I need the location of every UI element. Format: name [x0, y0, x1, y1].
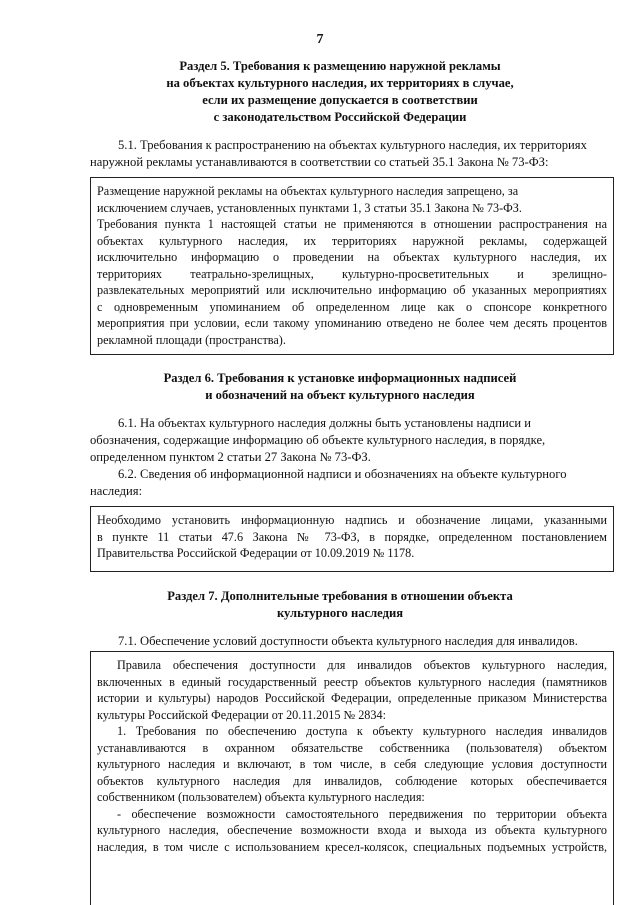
section-6-heading [80, 370, 600, 404]
section-5-heading [80, 58, 600, 126]
box-line: развлекательных мероприятий или исключительно информацию об указанных мероприятиях [97, 283, 607, 297]
advertising-requirements-box [90, 177, 614, 355]
paragraph-line: обозначения, содержащие информацию об объекте культурного наследия, в порядке, [90, 433, 546, 447]
box-line: Правительства Российской Федерации от 10.09.2019 № 1178. [97, 546, 415, 560]
heading-line: Раздел 6. Требования к установке информационных надписей [163, 371, 517, 385]
box-line: с одновременным упоминанием об определенном лице как о спонсоре конкретного [97, 299, 607, 314]
paragraph-line: наследия: [90, 484, 143, 498]
box-line: 1. Требования по обеспечению доступа к объекту культурного наследия инвалидов [117, 724, 607, 738]
paragraph-line: 6.1. На объектах культурного наследия должны быть установлены надписи и [118, 416, 531, 430]
paragraph-6-2 [90, 466, 602, 500]
accessibility-requirements-box [90, 651, 614, 905]
heading-line: Раздел 7. Дополнительные требования в отношении объекта [167, 589, 513, 603]
heading-line: на объектах культурного наследия, их территориях в случае, [166, 76, 514, 90]
paragraph-line: 7.1. Обеспечение условий доступности объекта культурного наследия для инвалидов. [118, 634, 578, 648]
box-line: - обеспечение возможности самостоятельного передвижения по территории объекта [117, 806, 607, 821]
box-line: культурного наследия и включают, в том числе, в себя следующие условия доступности [97, 757, 607, 771]
information-sign-box [90, 506, 614, 572]
box-line: культурного наследия, обеспечение возможности входа и выхода из объекта культурного [97, 823, 607, 837]
box-line: включенных в единый государственный реестр объектов культурного наследия (памятников [97, 674, 607, 689]
paragraph-line: 5.1. Требования к распространению на объектах культурного наследия, их территориях [118, 138, 587, 152]
box-line: Необходимо установить информационную надпись и обозначение лицами, указанными [97, 513, 607, 527]
paragraph-line: 6.2. Сведения об информационной надписи и обозначениях на объекте культурного [118, 467, 567, 481]
page-number: 7 [316, 32, 324, 47]
box-line: территориях театрально-зрелищных, культурно-просветительных и зрелищно- [97, 266, 607, 281]
box-line: объектов культурного наследия для инвалидов, соблюдение которых обеспечивается [97, 773, 607, 788]
box-line: устанавливаются в охранном обязательстве собственника (пользователя) объектом [97, 740, 607, 755]
box-line: истории и культуры) народов Российской Федерации, определенные приказом Министерства [97, 691, 607, 705]
paragraph-line: наружной рекламы устанавливаются в соответствии со статьей 35.1 Закона № 73-ФЗ: [90, 155, 549, 169]
section-7-heading [80, 588, 600, 622]
box-line: в пункте 11 статьи 47.6 Закона № 73-ФЗ, в порядке, определенном постановлением [97, 529, 607, 544]
box-line: исключительно информацию о проведении на объектах культурного наследия, их [97, 250, 607, 264]
box-line: Размещение наружной рекламы на объектах культурного наследия запрещено, за [97, 184, 519, 198]
box-line: объектах культурного наследия, их территориях наружной рекламы, содержащей [97, 233, 607, 248]
box-line: исключением случаев, установленных пунктами 1, 3 статьи 35.1 Закона № 73-ФЗ. [97, 200, 522, 215]
heading-line: Раздел 5. Требования к размещению наружной рекламы [179, 59, 501, 73]
box-line: собственником (пользователем) объекта культурного наследия: [97, 790, 425, 804]
heading-line: культурного наследия [276, 606, 404, 620]
box-line: рекламной площади (пространства). [97, 332, 286, 347]
box-line: культуры Российской Федерации от 20.11.2015 № 2834: [97, 707, 386, 722]
heading-line: с законодательством Российской Федерации [213, 110, 467, 124]
paragraph-line: определенном пунктом 2 статьи 27 Закона № 73-ФЗ. [90, 450, 371, 464]
heading-line: и обозначений на объект культурного наследия [205, 388, 475, 402]
box-line: наследия, в том числе с использованием кресел-колясок, специальных подъемных устройств, [97, 839, 607, 854]
heading-line: если их размещение допускается в соответствии [202, 93, 478, 107]
paragraph-7-1 [118, 633, 608, 650]
paragraph-5-1 [90, 137, 602, 171]
box-line: мероприятия при условии, если такому упоминанию отведено не более чем десять процентов [97, 316, 607, 330]
box-line: Требования пункта 1 настоящей статьи не применяются в отношении распространения на [97, 217, 607, 231]
box-line: Правила обеспечения доступности для инвалидов объектов культурного наследия, [117, 658, 607, 672]
paragraph-6-1 [90, 415, 602, 466]
